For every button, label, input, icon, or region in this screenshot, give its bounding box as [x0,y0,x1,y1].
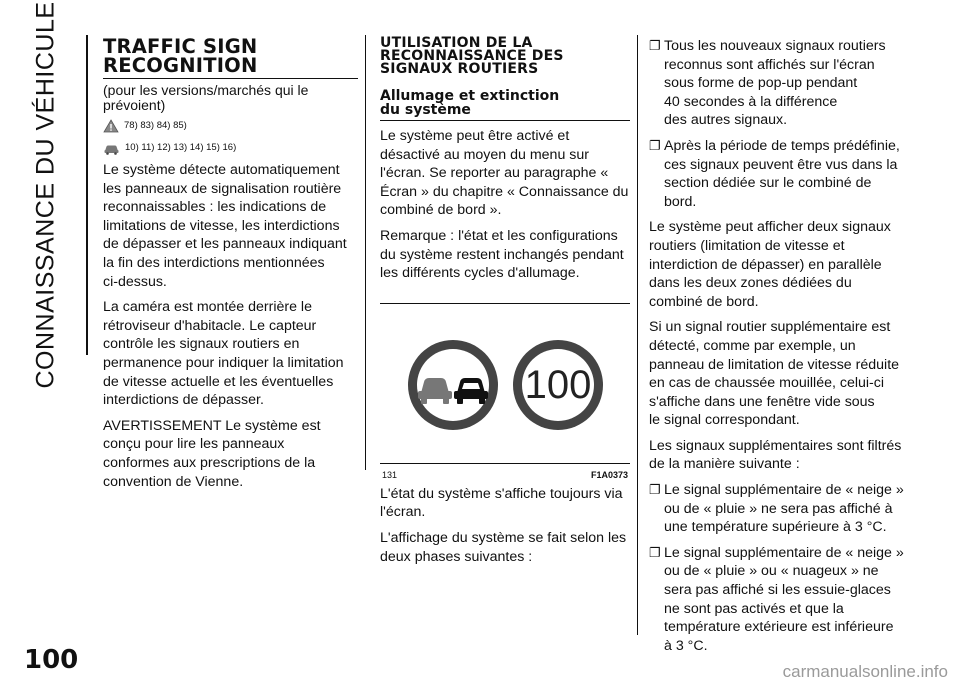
column-divider-2 [637,35,638,635]
list-item [649,544,911,656]
text-line: température extérieure est inférieure [664,619,894,636]
warning-triangle-icon [103,119,119,133]
car-note-icon [103,141,120,155]
text-line: permanence pour indiquer la limitation [103,354,344,371]
text-line: interdiction de dépasser) en parallèle [649,256,882,273]
text-line: ou de « pluie » ou « nuageux » ne [664,563,879,580]
text-line: le signal correspondant. [649,412,800,429]
heading-line-2: RECONNAISSANCE DES [380,48,564,64]
list-item-text [664,544,904,656]
text-line: rétroviseur d'habitacle. Le capteur [103,317,317,334]
text-line: dans les deux zones dédiées du [649,275,852,292]
text-line: de la manière suivante : [649,456,800,473]
text-line: Le signal supplémentaire de « neige » [664,482,904,499]
text-line: 40 secondes à la différence [664,93,838,110]
list-item [649,481,911,537]
heading-line-3: SIGNAUX ROUTIERS [380,61,539,77]
text-line: panneau de limitation de vitesse réduite [649,356,900,373]
text-line: conformes aux prescriptions de la [103,454,316,471]
text-line: la fin des interdictions mentionnées [103,254,325,271]
section-heading [380,37,630,76]
column-2 [380,37,630,573]
paragraph-3 [380,485,630,522]
text-line: Le système détecte automatiquement [103,162,340,178]
text-line: conçu pour lire les panneaux [103,436,285,453]
paragraph-1 [649,218,911,311]
heading-rule [103,78,358,79]
no-overtaking-sign-icon [408,340,498,430]
text-line: l'écran. Se reporter au paragraphe « [380,165,609,182]
checkbox-bullet-icon: ❐ [649,137,661,153]
section-title-text: CONNAISSANCE DU VÉHICULE [31,1,60,389]
checkbox-bullet-icon: ❐ [649,544,661,560]
figure-code: F1A0373 [590,469,628,480]
text-line: L'état du système s'affiche toujours via [380,485,623,502]
section-heading [103,37,358,75]
paragraph-1 [380,127,630,220]
heading-line-1: TRAFFIC SIGN [103,35,258,58]
text-line: Tous les nouveaux signaux routiers [664,38,886,54]
text-line: combiné de bord ». [380,202,502,219]
text-line: les différents cycles d'allumage. [380,265,580,282]
text-line: interdictions de dépasser. [103,392,264,409]
text-line: ces signaux peuvent être vus dans la [664,156,898,173]
list-item [649,37,911,130]
text-line: Les signaux supplémentaires sont filtrés [649,437,902,454]
text-line: l'écran. [380,504,426,521]
column-1 [103,37,358,498]
subtitle [103,83,358,113]
text-line: ci-dessus. [103,273,167,290]
text-line: de vitesse actuelle et les éventuelles [103,373,334,390]
warning-reference-text: 78) 83) 84) 85) [124,119,187,131]
text-line: combiné de bord. [649,293,759,310]
text-line: Remarque : l'état et les configurations [380,227,618,244]
text-line: des autres signaux. [664,112,788,129]
paragraph-2 [103,298,358,410]
text-line: une température supérieure à 3 °C. [664,519,887,536]
text-line: bord. [664,193,697,210]
list-item-text [664,481,904,537]
text-line: routiers (limitation de vitesse et [649,237,845,254]
speed-limit-value: 100 [524,362,592,407]
text-line: Le système peut afficher deux signaux [649,219,891,236]
text-line: Si un signal routier supplémentaire est [649,319,891,336]
subtitle-line-1: (pour les versions/marchés qui le [103,82,309,98]
text-line: AVERTISSEMENT Le système est [103,417,321,434]
text-line: désactivé au moyen du menu sur [380,146,589,163]
heading-line-1: UTILISATION DE LA [380,35,533,51]
text-line: contrôle les signaux routiers en [103,336,300,353]
list-item [649,137,911,211]
watermark: carmanualsonline.info [782,662,948,681]
text-line: Écran » du chapitre « Connaissance du [380,183,629,200]
text-line: ou de « pluie » ne sera pas affiché à [664,500,893,517]
page-number: 100 [24,645,79,675]
text-line: L'affichage du système se fait selon les [380,529,627,546]
text-line: reconnaissables : les indications de [103,199,327,216]
subheading-line-2: du système [380,101,471,118]
subheading-line-1: Allumage et extinction [380,88,560,104]
text-line: sera pas affiché si les essuie-glaces [664,582,891,599]
text-line: en cas de chaussée mouillée, celui-ci [649,375,885,392]
subtitle-line-2: prévoient) [103,97,166,113]
checkbox-bullet-icon: ❐ [649,482,661,498]
list-item-text [664,37,886,130]
text-line: deux phases suivantes : [380,548,533,565]
text-line: convention de Vienne. [103,473,244,490]
paragraph-3 [649,437,911,474]
section-title [16,1,76,389]
text-line: du système restent inchangés pendant [380,246,624,263]
paragraph-4 [380,529,630,566]
text-line: section dédiée sur le combiné de [664,175,872,192]
text-line: s'affiche dans une fenêtre vide sous [649,393,875,410]
note-references [103,139,358,157]
paragraph-1 [103,161,358,291]
text-line: détecté, comme par exemple, un [649,337,856,354]
warning-references [103,117,358,135]
note-reference-text: 10) 11) 12) 13) 14) 15) 16) [125,141,237,153]
section-title-rule [86,35,88,355]
checkbox-bullet-icon: ❐ [649,38,661,53]
paragraph-2 [380,227,630,283]
text-line: Le signal supplémentaire de « neige » [664,544,904,561]
column-3 [649,37,911,662]
text-line: reconnus sont affichés sur l'écran [664,56,875,73]
text-line: les panneaux de signalisation routière [103,180,342,197]
list-item-text [664,137,900,211]
text-line: Après la période de temps prédéfinie, [664,137,900,154]
text-line: Le système peut être activé et [380,128,570,144]
text-line: de dépasser et les panneaux indiquant [103,236,347,253]
text-line: limitations de vitesse, les interdictions [103,217,340,234]
figure-number: 131 [382,469,398,480]
subheading [380,90,630,117]
paragraph-3 [103,417,358,491]
column-divider-1 [365,35,366,470]
text-line: à 3 °C. [664,637,708,654]
text-line: La caméra est montée derrière le [103,299,312,316]
figure-131 [380,303,630,480]
text-line: ne sont pas activés et que la [664,600,844,617]
figure-bottom-rule [380,463,630,464]
text-line: sous forme de pop-up pendant [664,75,858,92]
heading-line-2: RECOGNITION [103,54,258,77]
paragraph-2 [649,318,911,430]
subheading-rule [380,120,630,121]
